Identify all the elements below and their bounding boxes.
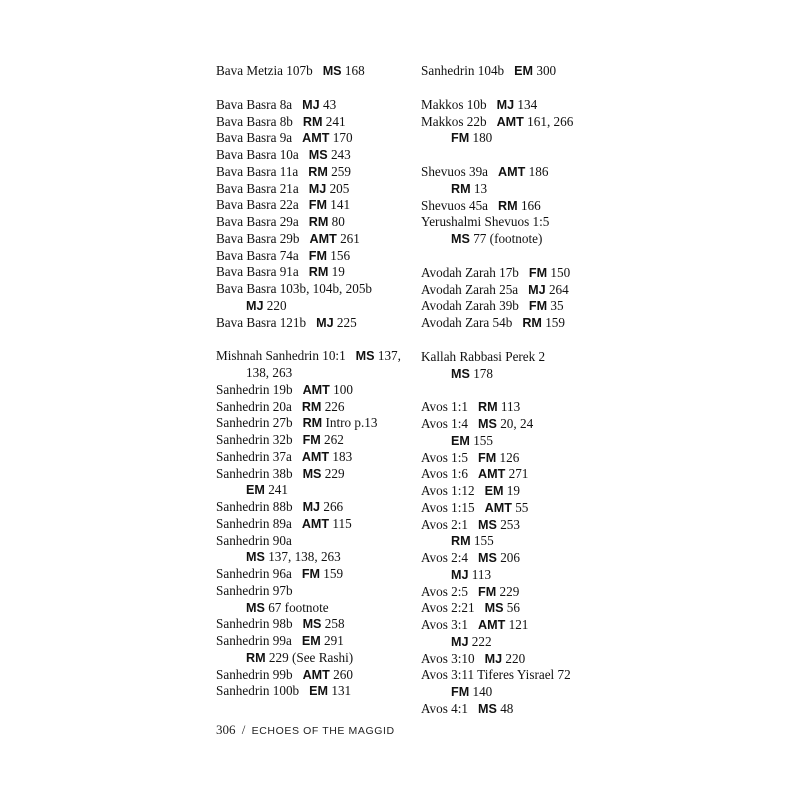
index-entry-continuation (216, 482, 412, 499)
book-code: FM (528, 265, 548, 280)
book-code: MS (322, 64, 342, 78)
source-reference: Avos 2:21 (421, 600, 475, 616)
page-numbers: 243 (330, 147, 351, 162)
source-reference: Sanhedrin 20a (216, 398, 292, 414)
source-reference: Sanhedrin 100b (216, 683, 300, 699)
index-group (421, 265, 601, 332)
source-reference: Bava Basra 103b, 104b, 205b (216, 281, 373, 296)
index-entry (421, 500, 601, 517)
page-numbers: 141 (330, 197, 351, 213)
source-reference: Avos 1:15 (421, 499, 475, 515)
source-reference: Sanhedrin 38b (216, 465, 293, 481)
source-reference: Bava Basra 22a (216, 197, 299, 213)
source-reference: Bava Basra 11a (216, 163, 299, 179)
source-reference: Avos 3:11 Tiferes Yisrael 72 (421, 667, 571, 683)
page-numbers: 229 (See Rashi) (268, 649, 354, 665)
page-numbers: 126 (499, 449, 520, 465)
index-entry (216, 533, 412, 550)
index-entry (421, 651, 601, 668)
book-code: FM (528, 299, 548, 314)
page-numbers: 159 (323, 566, 344, 581)
page-numbers: 77 (footnote) (473, 231, 543, 246)
index-entry (216, 415, 412, 432)
book-code: EM (514, 64, 534, 78)
page-number: 306 (216, 722, 236, 737)
page-numbers: 271 (508, 466, 529, 482)
index-group (216, 348, 412, 700)
index-entry (216, 114, 412, 131)
page-numbers: 180 (472, 130, 493, 146)
book-code: RM (302, 416, 323, 431)
index-group (216, 63, 412, 80)
source-reference: Sanhedrin 19b (216, 381, 293, 397)
book-code: RM (308, 265, 329, 280)
index-entry (216, 97, 412, 114)
index-entry-continuation (421, 634, 601, 651)
book-code: FM (308, 198, 327, 213)
index-entry (216, 382, 412, 399)
page-numbers: 261 (340, 230, 360, 246)
book-code: MJ (308, 181, 327, 196)
book-code: MS (246, 600, 265, 615)
page-numbers: 186 (528, 164, 549, 179)
source-reference: Sanhedrin 104b (421, 63, 505, 78)
index-entry-continuation (421, 533, 601, 550)
source-reference: Avos 2:1 (421, 516, 469, 532)
source-reference: Sanhedrin 99b (216, 666, 293, 682)
page-numbers: 20, 24 (500, 416, 534, 431)
source-reference: Shevuos 45a (421, 197, 489, 213)
footer-separator: / (241, 722, 246, 737)
index-entry (421, 416, 601, 433)
page-numbers: 205 (329, 180, 350, 196)
index-column-left (216, 63, 412, 717)
page-numbers: 56 (506, 600, 520, 616)
source-reference: Avos 4:1 (421, 700, 469, 716)
source-reference: Avos 2:4 (421, 550, 469, 565)
index-entry (216, 399, 412, 416)
index-entry-continuation (216, 650, 412, 667)
index-entry (216, 315, 412, 332)
source-reference: Avodah Zara 54b (421, 315, 513, 330)
index-entry (216, 281, 412, 298)
book-code: MS (478, 517, 497, 532)
source-reference: Kallah Rabbasi Perek 2 (421, 348, 546, 364)
book-code: AMT (301, 449, 330, 464)
source-reference: Bava Metzia 107b (216, 63, 313, 78)
book-code: FM (478, 450, 497, 465)
page-numbers: 161, 266 (527, 113, 574, 129)
page-numbers: 155 (473, 533, 494, 549)
index-entry (421, 114, 601, 131)
source-reference: Bava Basra 91a (216, 264, 299, 280)
page-numbers: 150 (550, 264, 571, 280)
book-code: AMT (478, 618, 506, 632)
source-reference: Sanhedrin 96a (216, 566, 292, 581)
index-group (421, 63, 601, 80)
source-reference: 138, 263 (246, 365, 293, 380)
book-code: MS (308, 148, 328, 162)
page-numbers: 67 footnote (268, 599, 329, 615)
book-code: AMT (484, 500, 512, 515)
page-numbers: 137, (377, 348, 401, 364)
index-entry-continuation (216, 549, 412, 566)
source-reference: Avodah Zarah 17b (421, 264, 519, 280)
page-numbers: 19 (506, 483, 520, 498)
book-code: RM (478, 400, 498, 415)
book-code: RM (522, 316, 542, 330)
index-entry (216, 197, 412, 214)
index-entry (421, 315, 601, 332)
book-code: FM (301, 567, 320, 581)
index-entry-continuation (421, 366, 601, 383)
book-code: EM (484, 484, 504, 498)
source-reference: Sanhedrin 32b (216, 432, 293, 447)
index-entry (421, 550, 601, 567)
book-code: RM (301, 399, 322, 414)
book-code: RM (308, 164, 328, 179)
index-entry (421, 214, 601, 231)
index-entry (216, 566, 412, 583)
index-entry-continuation (216, 298, 412, 315)
page-numbers: 260 (333, 666, 353, 682)
page-numbers: 137, 138, 263 (268, 549, 341, 565)
book-code: FM (308, 248, 327, 263)
book-code: FM (302, 433, 321, 447)
index-entry-continuation (216, 365, 412, 382)
index-entry (421, 466, 601, 483)
index-entry-continuation (421, 181, 601, 198)
page-numbers: 183 (332, 448, 353, 464)
source-reference: Avos 3:1 (421, 617, 469, 632)
page-numbers: 100 (333, 381, 353, 397)
source-reference: Avos 1:1 (421, 399, 469, 415)
book-code: MJ (316, 315, 334, 330)
index-entry (216, 214, 412, 231)
source-reference: Avos 1:6 (421, 466, 469, 482)
index-entry (216, 147, 412, 164)
page-numbers: 170 (332, 130, 353, 146)
book-code: AMT (309, 231, 337, 246)
page-numbers: 220 (505, 650, 526, 666)
source-reference: Avos 2:5 (421, 583, 469, 599)
index-entry (216, 432, 412, 449)
book-code: MJ (528, 282, 546, 297)
page-numbers: Intro p.13 (325, 415, 378, 431)
page-numbers: 178 (473, 365, 493, 381)
index-column-right (421, 63, 601, 735)
page-numbers: 291 (324, 633, 344, 648)
source-reference: Sanhedrin 89a (216, 515, 292, 531)
index-entry (421, 265, 601, 282)
page-numbers: 168 (344, 63, 365, 78)
book-code: MS (302, 466, 322, 481)
book-code: RM (451, 181, 471, 196)
index-entry (421, 97, 601, 114)
source-reference: Bava Basra 8b (216, 113, 293, 129)
source-reference: Makkos 22b (421, 113, 487, 129)
book-code: FM (451, 685, 470, 699)
page-numbers: 155 (473, 432, 493, 448)
source-reference: Avodah Zarah 25a (421, 281, 519, 297)
index-entry (421, 282, 601, 299)
source-reference: Sanhedrin 97b (216, 582, 293, 598)
page-numbers: 220 (266, 297, 287, 313)
source-reference: Avos 1:5 (421, 449, 469, 465)
book-code: AMT (302, 382, 330, 397)
source-reference: Bava Basra 10a (216, 147, 299, 162)
index-entry-continuation (421, 433, 601, 450)
page-numbers: 241 (268, 482, 288, 498)
index-entry (421, 63, 601, 80)
index-entry (216, 667, 412, 684)
source-reference: Bava Basra 29a (216, 214, 299, 229)
source-reference: Bava Basra 121b (216, 314, 307, 330)
book-code: MS (478, 551, 497, 565)
book-code: EM (301, 634, 321, 648)
page-numbers: 113 (471, 566, 492, 582)
source-reference: Avos 3:10 (421, 650, 475, 666)
book-code: MS (478, 417, 497, 431)
source-reference: Sanhedrin 98b (216, 616, 293, 632)
source-reference: Bava Basra 21a (216, 180, 299, 196)
source-reference: Sanhedrin 88b (216, 499, 293, 514)
source-reference: Shevuos 39a (421, 164, 489, 179)
index-entry (216, 633, 412, 650)
page-numbers: 262 (324, 432, 344, 447)
book-code: MJ (302, 97, 320, 112)
index-entry (421, 667, 601, 684)
index-entry (216, 616, 412, 633)
index-group (421, 97, 601, 147)
index-group (216, 97, 412, 332)
page-numbers: 229 (324, 465, 345, 481)
page-numbers: 131 (331, 683, 352, 699)
page-numbers: 300 (536, 63, 557, 78)
index-entry (421, 584, 601, 601)
index-entry (216, 181, 412, 198)
page-numbers: 226 (324, 398, 345, 414)
page-numbers: 80 (331, 214, 345, 229)
page-numbers: 115 (332, 515, 352, 531)
book-code: MJ (246, 298, 264, 313)
page-numbers: 225 (336, 314, 357, 330)
index-entry-continuation (216, 600, 412, 617)
book-code: FM (451, 131, 470, 146)
source-reference: Bava Basra 9a (216, 130, 293, 146)
source-reference: Makkos 10b (421, 96, 487, 112)
index-entry-continuation (421, 231, 601, 248)
page-numbers: 35 (550, 298, 564, 314)
page-numbers: 264 (548, 281, 569, 297)
book-code: MS (355, 349, 375, 364)
source-reference: Yerushalmi Shevuos 1:5 (421, 214, 550, 230)
index-entry (421, 349, 601, 366)
source-reference: Sanhedrin 99a (216, 633, 292, 648)
index-entry (421, 483, 601, 500)
page-numbers: 253 (500, 516, 520, 532)
book-code: AMT (496, 114, 524, 129)
index-entry (421, 617, 601, 634)
index-entry (421, 517, 601, 534)
page-footer (216, 722, 395, 738)
index-entry-continuation (421, 567, 601, 584)
book-code: MJ (302, 500, 321, 514)
page-numbers: 266 (323, 499, 344, 514)
book-code: EM (309, 684, 329, 699)
page-numbers: 140 (472, 684, 493, 699)
book-code: MJ (451, 634, 469, 649)
index-entry (421, 701, 601, 718)
book-code: AMT (301, 516, 330, 531)
index-entry (421, 164, 601, 181)
index-entry-continuation (421, 130, 601, 147)
index-entry (216, 264, 412, 281)
page-numbers: 166 (520, 197, 541, 213)
index-entry (216, 248, 412, 265)
page-numbers: 134 (517, 96, 538, 112)
index-entry (216, 130, 412, 147)
page-numbers: 19 (331, 264, 345, 280)
source-reference: Mishnah Sanhedrin 10:1 (216, 348, 346, 364)
page-numbers: 121 (508, 617, 529, 632)
page-numbers: 229 (499, 583, 520, 599)
page-numbers: 113 (500, 399, 521, 415)
index-entry (216, 499, 412, 516)
book-code: RM (451, 534, 471, 549)
book-code: RM (302, 114, 323, 129)
index-entry (421, 399, 601, 416)
running-title: ECHOES OF THE MAGGID (251, 725, 395, 737)
page-numbers: 55 (515, 499, 529, 515)
index-entry (216, 164, 412, 181)
page-numbers: 156 (330, 247, 351, 263)
index-entry-continuation (421, 684, 601, 701)
book-code: MS (478, 701, 497, 716)
book-code: FM (478, 584, 497, 599)
index-group (421, 164, 601, 248)
source-reference: Avos 1:4 (421, 416, 469, 431)
page-numbers: 13 (473, 180, 488, 196)
book-code: MS (484, 601, 504, 616)
book-code: AMT (302, 131, 330, 146)
book-code: EM (246, 483, 265, 498)
page-numbers: 48 (500, 700, 514, 716)
index-entry (216, 449, 412, 466)
source-reference: Sanhedrin 90a (216, 532, 292, 548)
source-reference: Sanhedrin 27b (216, 415, 293, 431)
page-numbers: 241 (325, 113, 346, 129)
page-numbers: 259 (331, 163, 351, 179)
index-entry (216, 231, 412, 248)
page-numbers: 258 (324, 616, 345, 632)
index-entry (216, 63, 412, 80)
index-group (421, 349, 601, 383)
book-code: AMT (478, 467, 506, 482)
index-entry (421, 600, 601, 617)
book-code: AMT (302, 667, 330, 682)
index-entry (421, 450, 601, 467)
index-entry (421, 298, 601, 315)
page-numbers: 206 (500, 550, 520, 565)
index-entry (216, 466, 412, 483)
source-reference: Sanhedrin 37a (216, 448, 292, 464)
index-group (421, 399, 601, 717)
book-code: MS (451, 366, 470, 381)
index-entry (216, 683, 412, 700)
page-numbers: 159 (545, 315, 565, 330)
page-numbers: 222 (471, 633, 492, 649)
source-reference: Avodah Zarah 39b (421, 298, 519, 314)
book-code: MS (246, 550, 265, 565)
book-code: MJ (451, 567, 469, 582)
index-entry (421, 198, 601, 215)
source-reference: Bava Basra 74a (216, 247, 299, 263)
book-code: RM (308, 215, 329, 229)
book-code: AMT (498, 165, 526, 179)
index-entry (216, 348, 412, 365)
book-code: MJ (484, 651, 503, 666)
book-code: RM (246, 650, 266, 665)
page-numbers: 43 (322, 96, 337, 112)
source-reference: Bava Basra 8a (216, 96, 293, 112)
book-code: MJ (496, 97, 515, 112)
book-code: MS (451, 232, 470, 246)
source-reference: Bava Basra 29b (216, 230, 300, 246)
source-reference: Avos 1:12 (421, 483, 475, 498)
book-code: RM (498, 198, 518, 213)
index-entry (216, 583, 412, 600)
book-code: MS (302, 617, 322, 632)
book-code: EM (451, 433, 470, 448)
index-entry (216, 516, 412, 533)
